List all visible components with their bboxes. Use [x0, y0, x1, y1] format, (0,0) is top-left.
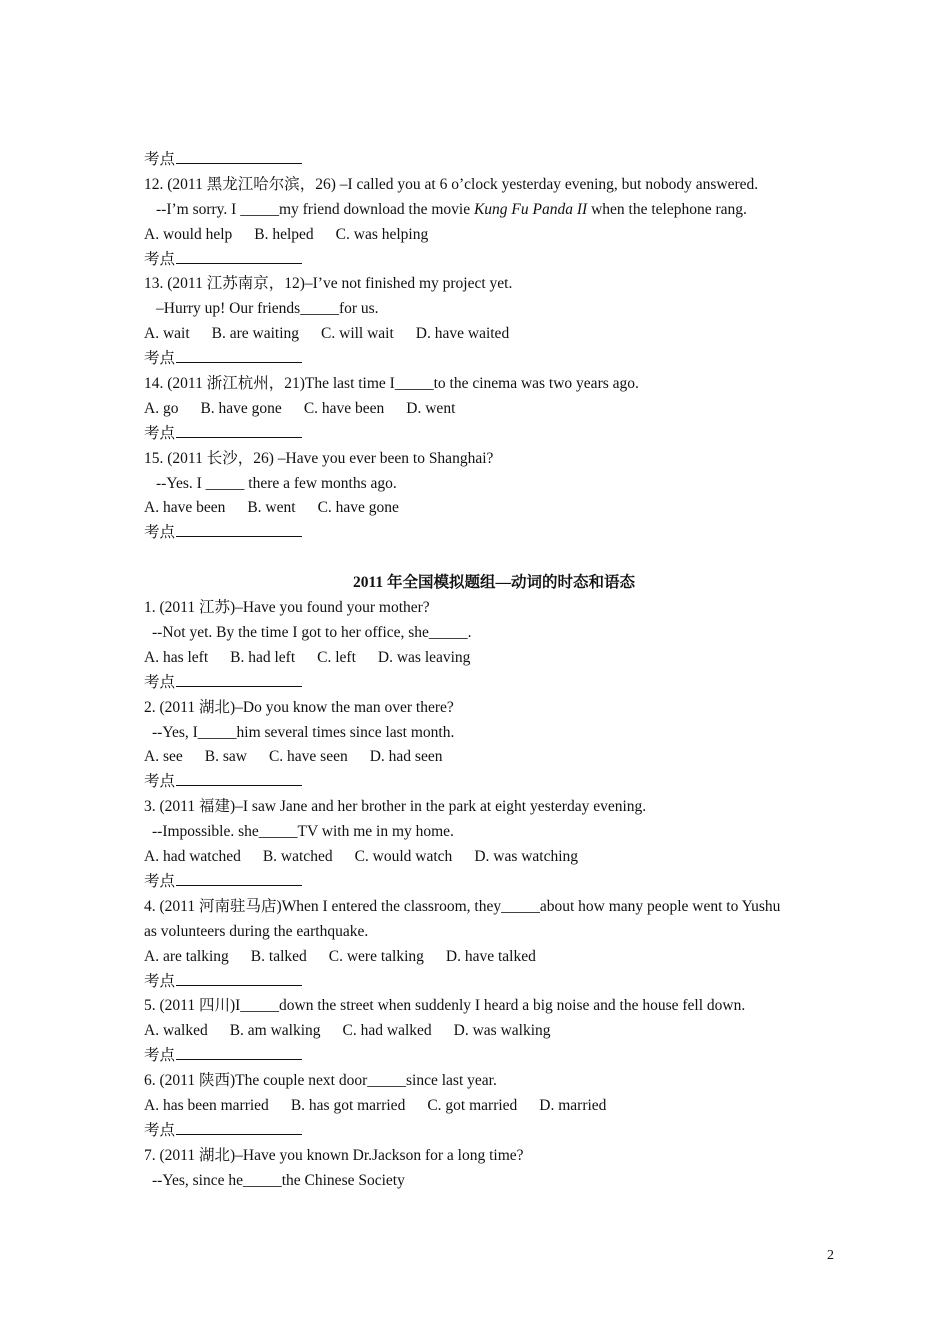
- question-13: 13. (2011 江苏南京，12)–I’ve not finished my project yet.: [144, 275, 513, 293]
- answer-blank[interactable]: [176, 423, 302, 438]
- answer-blank[interactable]: [176, 1120, 302, 1135]
- option-a: A. has left: [144, 648, 209, 666]
- question-2-reply: --Yes, I_____him several times since last month.: [152, 723, 455, 741]
- option-c: C. have been: [303, 399, 385, 417]
- question-15-options: [144, 496, 844, 521]
- option-b: B. has got married: [290, 1096, 406, 1114]
- question-2: 2. (2011 湖北)–Do you know the man over there?: [144, 698, 454, 716]
- option-c: C. have gone: [317, 499, 399, 517]
- question-6: 6. (2011 陕西)The couple next door_____since last year.: [144, 1072, 497, 1090]
- question-1: 1. (2011 江苏)–Have you found your mother?: [144, 599, 430, 617]
- kaodian-line: 考点: [144, 870, 844, 895]
- option-d: D. have waited: [415, 325, 510, 343]
- question-15: 15. (2011 长沙，26) –Have you ever been to Shanghai?: [144, 449, 494, 467]
- question-1-options: [144, 646, 844, 671]
- kaodian-line: 考点: [144, 148, 844, 173]
- option-b: B. went: [247, 499, 296, 517]
- question-14-options: [144, 397, 844, 422]
- answer-blank[interactable]: [176, 348, 302, 363]
- question-3-options: [144, 845, 844, 870]
- question-6-options: [144, 1094, 844, 1119]
- kaodian-line: 考点: [144, 970, 844, 995]
- option-c: C. would watch: [354, 848, 453, 866]
- question-4-options: [144, 945, 844, 970]
- kaodian-line: 考点: [144, 248, 844, 273]
- question-3: 3. (2011 福建)–I saw Jane and her brother in the park at eight yesterday evening.: [144, 798, 647, 816]
- answer-blank[interactable]: [176, 871, 302, 886]
- question-3-reply: --Impossible. she_____TV with me in my home.: [152, 823, 454, 841]
- option-a: A. are talking: [144, 947, 229, 965]
- question-13-reply: –Hurry up! Our friends_____for us.: [156, 300, 379, 318]
- answer-blank[interactable]: [176, 672, 302, 687]
- question-5: 5. (2011 四川)I_____down the street when suddenly I heard a big noise and the house fell down.: [144, 997, 746, 1015]
- option-d: D. married: [539, 1096, 607, 1114]
- section-title: 2011 年全国模拟题组—动词的时态和语态: [352, 574, 636, 592]
- question-13-options: [144, 322, 844, 347]
- option-a: A. go: [144, 399, 179, 417]
- option-c: C. got married: [427, 1096, 518, 1114]
- question-1-reply: --Not yet. By the time I got to her office, she_____.: [152, 624, 472, 642]
- answer-blank[interactable]: [176, 1045, 302, 1060]
- option-c: C. were talking: [328, 947, 424, 965]
- option-d: D. had seen: [369, 748, 443, 766]
- answer-blank[interactable]: [176, 971, 302, 986]
- option-a: A. had watched: [144, 848, 241, 866]
- document-page: [144, 148, 844, 1194]
- option-b: B. am walking: [229, 1022, 321, 1040]
- page-number: 2: [827, 1248, 834, 1263]
- kaodian-line: 考点: [144, 521, 844, 546]
- answer-blank[interactable]: [176, 149, 302, 164]
- answer-blank[interactable]: [176, 249, 302, 264]
- question-7: 7. (2011 湖北)–Have you known Dr.Jackson for a long time?: [144, 1146, 524, 1164]
- question-12-options: [144, 223, 844, 248]
- option-c: C. was helping: [335, 225, 429, 243]
- option-d: D. was watching: [474, 848, 579, 866]
- kaodian-line: 考点: [144, 1044, 844, 1069]
- option-c: C. left: [317, 648, 356, 666]
- kaodian-line: 考点: [144, 770, 844, 795]
- option-b: B. talked: [250, 947, 307, 965]
- question-12: 12. (2011 黑龙江哈尔滨，26) –I called you at 6 o’clock yesterday evening, but nobody answered.: [144, 175, 759, 193]
- kaodian-line: 考点: [144, 671, 844, 696]
- question-5-options: [144, 1019, 844, 1044]
- question-2-options: [144, 745, 844, 770]
- option-a: A. walked: [144, 1022, 208, 1040]
- question-4-continued: as volunteers during the earthquake.: [144, 922, 369, 940]
- option-c: C. will wait: [321, 325, 394, 343]
- question-7-reply: --Yes, since he_____the Chinese Society: [152, 1171, 405, 1189]
- option-a: A. have been: [144, 499, 226, 517]
- kaodian-line: 考点: [144, 347, 844, 372]
- option-d: D. was walking: [453, 1022, 551, 1040]
- option-a: A. wait: [144, 325, 190, 343]
- answer-blank[interactable]: [176, 771, 302, 786]
- option-c: C. have seen: [268, 748, 348, 766]
- kaodian-line: 考点: [144, 422, 844, 447]
- option-b: B. have gone: [200, 399, 282, 417]
- kaodian-line: 考点: [144, 1119, 844, 1144]
- option-b: B. helped: [254, 225, 314, 243]
- answer-blank[interactable]: [176, 522, 302, 537]
- option-a: A. has been married: [144, 1096, 269, 1114]
- option-b: B. are waiting: [211, 325, 300, 343]
- option-c: C. had walked: [342, 1022, 432, 1040]
- option-b: B. had left: [230, 648, 296, 666]
- question-14: 14. (2011 浙江杭州，21)The last time I_____to the cinema was two years ago.: [144, 375, 639, 393]
- question-4: 4. (2011 河南驻马店)When I entered the classroom, they_____about how many people went to Yushu: [144, 897, 781, 915]
- question-15-reply: --Yes. I _____ there a few months ago.: [156, 474, 397, 492]
- option-d: D. went: [406, 399, 456, 417]
- option-b: B. saw: [204, 748, 247, 766]
- option-b: B. watched: [262, 848, 333, 866]
- option-d: D. have talked: [445, 947, 536, 965]
- option-a: A. see: [144, 748, 183, 766]
- option-a: A. would help: [144, 225, 233, 243]
- question-12-reply: --I’m sorry. I _____my friend download the movie Kung Fu Panda II when the telephone rang.: [156, 200, 747, 218]
- option-d: D. was leaving: [377, 648, 471, 666]
